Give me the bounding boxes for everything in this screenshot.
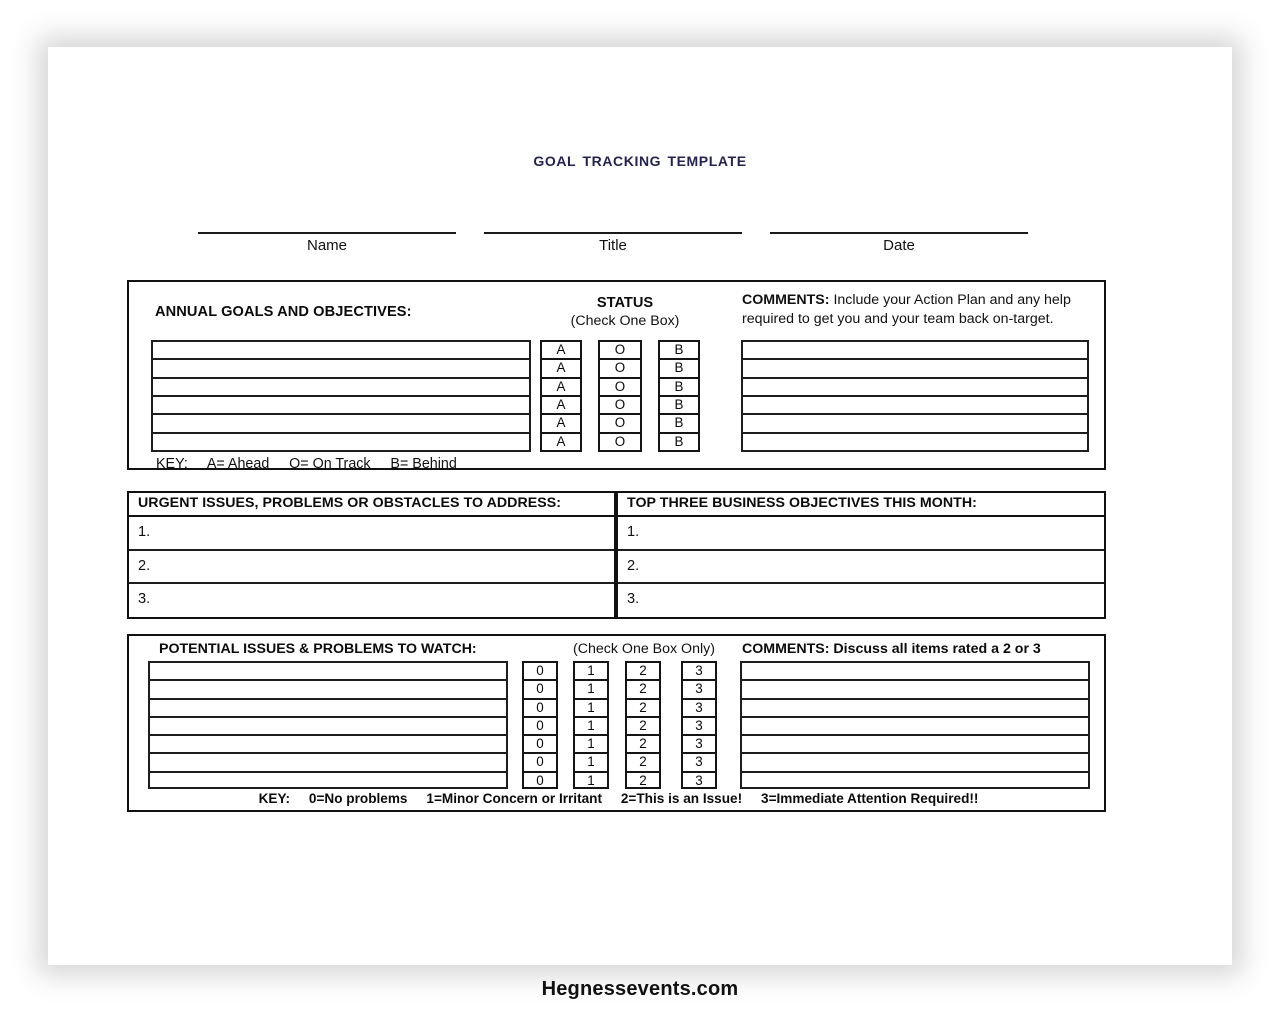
signature-field-name[interactable] [198, 232, 456, 255]
potential-issue-write-line[interactable] [150, 718, 506, 736]
rating-checkbox[interactable]: 3 [683, 681, 715, 699]
rating-checkbox[interactable]: 0 [524, 754, 556, 772]
potential-issues-panel [127, 634, 1106, 812]
status-checkbox[interactable]: A [556, 433, 566, 449]
document-page [48, 47, 1232, 965]
potential-comment-write-line[interactable] [742, 754, 1088, 772]
rating-checkbox[interactable]: 0 [524, 700, 556, 718]
rating-checkbox[interactable]: 1 [575, 736, 607, 754]
rating-checkbox[interactable]: 3 [683, 700, 715, 718]
status-checkbox[interactable]: O [600, 379, 640, 397]
status-column-behind[interactable] [658, 340, 700, 452]
potential-check-note: (Check One Box Only) [573, 641, 715, 657]
potential-issue-write-line[interactable] [150, 736, 506, 754]
rating-checkbox[interactable]: 1 [575, 754, 607, 772]
status-column-ontrack[interactable] [598, 340, 642, 452]
potential-comment-write-line[interactable] [742, 663, 1088, 681]
top-three-objectives-heading: TOP THREE BUSINESS OBJECTIVES THIS MONTH: [618, 493, 1104, 517]
signature-rule [198, 232, 456, 234]
annual-goals-panel [127, 280, 1106, 470]
potential-issue-write-line[interactable] [150, 773, 506, 791]
potential-comments-heading: COMMENTS: Discuss all items rated a 2 or 3 [742, 641, 1041, 657]
status-checkbox[interactable]: O [600, 397, 640, 415]
rating-column-2[interactable] [625, 661, 661, 789]
rating-checkbox[interactable]: 2 [627, 681, 659, 699]
status-checkbox[interactable]: A [542, 397, 580, 415]
potential-comment-write-line[interactable] [742, 773, 1088, 791]
signature-rule [770, 232, 1028, 234]
urgent-issue-row[interactable]: 3. [138, 591, 151, 608]
annual-comments-text: Include your Action Plan and any help required to get you and your team back on-target. [742, 292, 1071, 327]
urgent-issues-heading: URGENT ISSUES, PROBLEMS OR OBSTACLES TO ADDRESS: [129, 493, 614, 517]
urgent-issues-panel [127, 491, 616, 619]
potential-issue-write-line[interactable] [150, 700, 506, 718]
rating-checkbox[interactable]: 0 [524, 663, 556, 681]
status-checkbox[interactable]: B [660, 379, 698, 397]
annual-key-legend: KEY: A= Ahead O= On Track B= Behind [156, 456, 457, 472]
rating-checkbox[interactable]: 0 [524, 736, 556, 754]
rating-checkbox[interactable]: 2 [627, 754, 659, 772]
goal-write-line[interactable] [153, 434, 529, 452]
signature-label-name: Name [306, 237, 347, 254]
comment-write-line[interactable] [743, 434, 1087, 452]
rating-checkbox[interactable]: 1 [575, 681, 607, 699]
potential-issues-heading: POTENTIAL ISSUES & PROBLEMS TO WATCH: [159, 641, 477, 657]
potential-comment-write-line[interactable] [742, 681, 1088, 699]
goal-write-line[interactable] [153, 379, 529, 397]
rating-checkbox[interactable]: 2 [639, 772, 647, 788]
potential-comment-write-line[interactable] [742, 700, 1088, 718]
rating-checkbox[interactable]: 2 [627, 718, 659, 736]
status-checkbox[interactable]: B [660, 415, 698, 433]
goal-tracking-form [48, 47, 1232, 965]
footer-brand: Hegnessevents.com [541, 978, 739, 1000]
rating-checkbox[interactable]: 2 [627, 700, 659, 718]
potential-issue-write-line[interactable] [150, 663, 506, 681]
top-three-objectives-panel [616, 491, 1106, 619]
potential-key-legend: KEY: 0=No problems 1=Minor Concern or Irritant 2=This is an Issue! 3=Immediate Attention Required!! [258, 791, 979, 806]
status-checkbox[interactable]: B [660, 397, 698, 415]
status-checkbox[interactable]: O [600, 342, 640, 360]
rating-checkbox[interactable]: 1 [587, 772, 595, 788]
annual-comments-label: COMMENTS: [742, 292, 830, 308]
comment-write-line[interactable] [743, 360, 1087, 378]
status-heading: STATUS [596, 295, 654, 311]
urgent-issues-rows [129, 517, 614, 618]
rating-checkbox[interactable]: 2 [627, 736, 659, 754]
signature-label-date: Date [883, 237, 915, 254]
potential-comment-write-line[interactable] [742, 718, 1088, 736]
status-checkbox[interactable]: A [542, 342, 580, 360]
status-checkbox[interactable]: O [614, 433, 626, 449]
annual-goals-write-lines[interactable] [151, 340, 531, 452]
rating-checkbox[interactable]: 3 [683, 718, 715, 736]
signature-row [198, 232, 1028, 255]
goal-write-line[interactable] [153, 342, 529, 360]
status-checkbox[interactable]: B [660, 360, 698, 378]
rating-checkbox[interactable]: 0 [524, 718, 556, 736]
signature-rule [484, 232, 742, 234]
potential-comment-write-line[interactable] [742, 736, 1088, 754]
objective-row[interactable]: 3. [627, 591, 640, 608]
signature-label-title: Title [599, 237, 627, 254]
urgent-issue-row[interactable]: 2. [129, 551, 614, 585]
rating-checkbox[interactable]: 2 [627, 663, 659, 681]
goal-write-line[interactable] [153, 360, 529, 378]
rating-column-3[interactable] [681, 661, 717, 789]
status-checkbox[interactable]: O [600, 360, 640, 378]
potential-issues-write-lines[interactable] [148, 661, 508, 789]
rating-checkbox[interactable]: 1 [575, 663, 607, 681]
rating-checkbox[interactable]: 0 [536, 772, 544, 788]
status-checkbox[interactable]: A [542, 379, 580, 397]
status-column-ahead[interactable] [540, 340, 582, 452]
annual-comments-write-lines[interactable] [741, 340, 1089, 452]
comment-write-line[interactable] [743, 397, 1087, 415]
status-checkbox[interactable]: A [542, 360, 580, 378]
goal-write-line[interactable] [153, 415, 529, 433]
signature-field-date[interactable] [770, 232, 1028, 255]
rating-checkbox[interactable]: 3 [695, 772, 703, 788]
potential-comments-write-lines[interactable] [740, 661, 1090, 789]
goal-write-line[interactable] [153, 397, 529, 415]
rating-column-1[interactable] [573, 661, 609, 789]
status-checkbox[interactable]: B [674, 433, 684, 449]
rating-column-0[interactable] [522, 661, 558, 789]
urgent-issue-row[interactable]: 1. [129, 517, 614, 551]
status-checkbox[interactable]: O [600, 415, 640, 433]
objective-row[interactable]: 2. [618, 551, 1104, 585]
top-three-objectives-rows [618, 517, 1104, 618]
annual-comments-heading [742, 291, 1094, 328]
status-checkbox[interactable]: B [660, 342, 698, 360]
comment-write-line[interactable] [743, 379, 1087, 397]
potential-issue-write-line[interactable] [150, 681, 506, 699]
potential-issue-write-line[interactable] [150, 754, 506, 772]
status-subheading: (Check One Box) [570, 313, 680, 329]
annual-goals-heading: ANNUAL GOALS AND OBJECTIVES: [155, 304, 412, 320]
status-checkbox[interactable]: A [542, 415, 580, 433]
rating-checkbox[interactable]: 0 [524, 681, 556, 699]
objective-row[interactable]: 1. [618, 517, 1104, 551]
rating-checkbox[interactable]: 1 [575, 700, 607, 718]
rating-checkbox[interactable]: 3 [683, 754, 715, 772]
comment-write-line[interactable] [743, 415, 1087, 433]
rating-checkbox[interactable]: 3 [683, 736, 715, 754]
rating-checkbox[interactable]: 1 [575, 718, 607, 736]
page-title: goal tracking template [533, 148, 747, 171]
rating-checkbox[interactable]: 3 [683, 663, 715, 681]
signature-field-title[interactable] [484, 232, 742, 255]
comment-write-line[interactable] [743, 342, 1087, 360]
